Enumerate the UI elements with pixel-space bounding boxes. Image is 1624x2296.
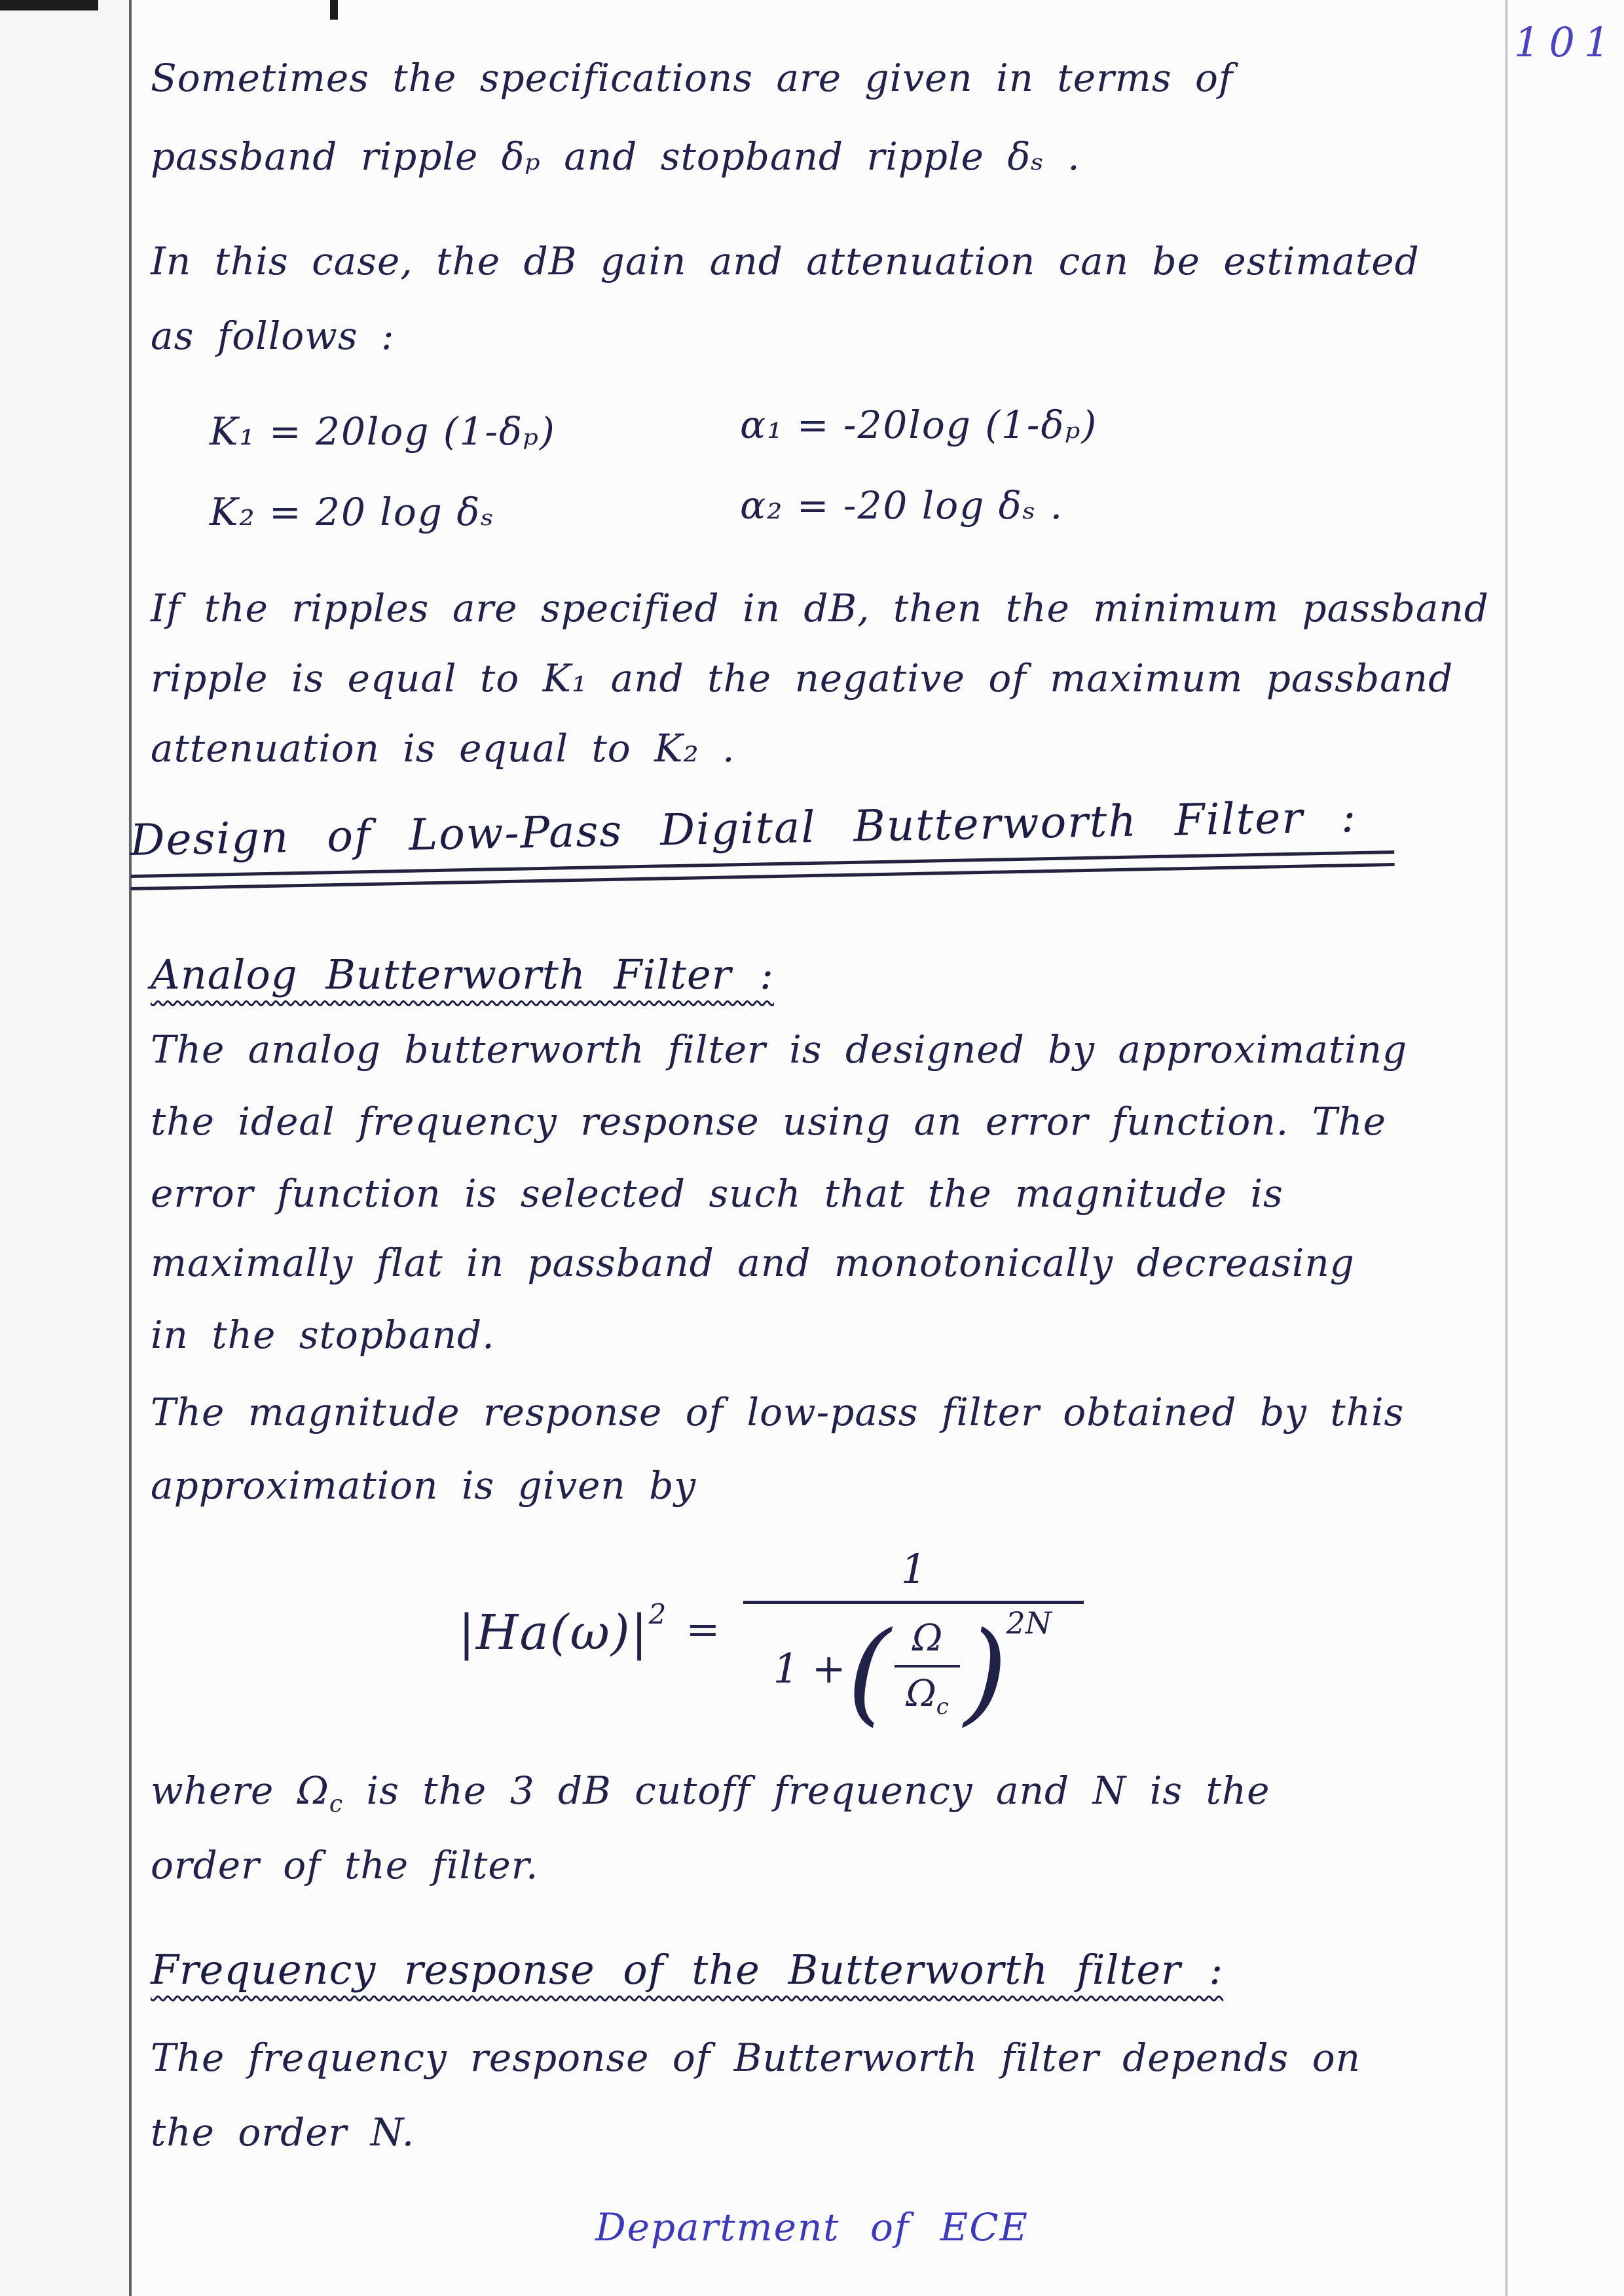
text-line: passband ripple δₚ and stopband ripple δₛ .	[151, 134, 1080, 179]
left-paren: (	[847, 1607, 891, 1738]
heading-underline	[131, 863, 1395, 890]
text-line: attenuation is equal to K₂ .	[151, 726, 735, 771]
section-heading-design	[130, 791, 1395, 890]
equals-sign: =	[686, 1605, 720, 1654]
page-number: 101	[1514, 18, 1619, 66]
page-left-margin-area	[0, 0, 129, 2296]
text-line: If the ripples are specified in dB, then the minimum passband	[151, 586, 1489, 630]
text-line: approximation is given by	[151, 1463, 697, 1508]
equation-lhs: $|Ha(\omega)|^2$	[458, 1597, 668, 1661]
fraction-numerator: 1	[900, 1545, 927, 1593]
equation-alpha1: α₁ = -20log (1-δₚ)	[740, 403, 1098, 447]
inner-fraction-bar	[895, 1665, 960, 1667]
fraction-denominator: 1 + ( Ω $\Omega_c$ ) $^{2N}$	[773, 1605, 1052, 1738]
exponent: 2N	[1006, 1605, 1052, 1641]
text-line: in the stopband.	[151, 1313, 495, 1357]
text-line: In this case, the dB gain and attenuation can be estimated	[151, 239, 1420, 283]
text-line: The analog butterworth filter is designed by approximating	[151, 1027, 1408, 1072]
magnitude-response-equation	[458, 1545, 1084, 1738]
margin-line	[129, 0, 132, 2296]
text-line: The magnitude response of low-pass filter obtained by this	[151, 1390, 1405, 1434]
subheading-analog-butterworth: Analog Butterworth Filter :	[151, 951, 774, 998]
fraction	[743, 1545, 1084, 1738]
text-line: The frequency response of Butterworth filter depends on	[151, 2035, 1361, 2080]
footer-department: Department of ECE	[595, 2205, 1029, 2250]
text-line: order of the filter.	[151, 1843, 539, 1887]
equation-alpha2: α₂ = -20 log δₛ .	[740, 483, 1064, 528]
text-line: ripple is equal to K₁ and the negative of maximum passband	[151, 656, 1454, 701]
page-edge-line	[1505, 0, 1507, 2296]
scan-artifact	[0, 0, 98, 10]
text-line: the order N.	[151, 2110, 415, 2155]
inner-fraction: Ω $\Omega_c$	[895, 1617, 960, 1720]
text-line: where $\Omega_c$ is the 3 dB cutoff frequency and N is the	[151, 1768, 1270, 1818]
text-line: as follows :	[151, 314, 395, 358]
equation-k1: K₁ = 20log (1-δₚ)	[210, 409, 556, 454]
text-line: the ideal frequency response using an error function. The	[151, 1099, 1386, 1144]
equation-k2: K₂ = 20 log δₛ	[210, 490, 495, 534]
scan-artifact	[330, 0, 338, 20]
right-paren: )	[964, 1607, 1008, 1738]
subheading-frequency-response: Frequency response of the Butterworth filter :	[151, 1946, 1224, 1994]
text-line: Sometimes the specifications are given in terms of	[151, 56, 1234, 100]
text-line: error function is selected such that the magnitude is	[151, 1171, 1283, 1216]
fraction-bar	[743, 1601, 1084, 1604]
text-line: maximally flat in passband and monotonically decreasing	[151, 1241, 1355, 1285]
section-heading-text: Design of Low-Pass Digital Butterworth Filter :	[129, 792, 1357, 866]
